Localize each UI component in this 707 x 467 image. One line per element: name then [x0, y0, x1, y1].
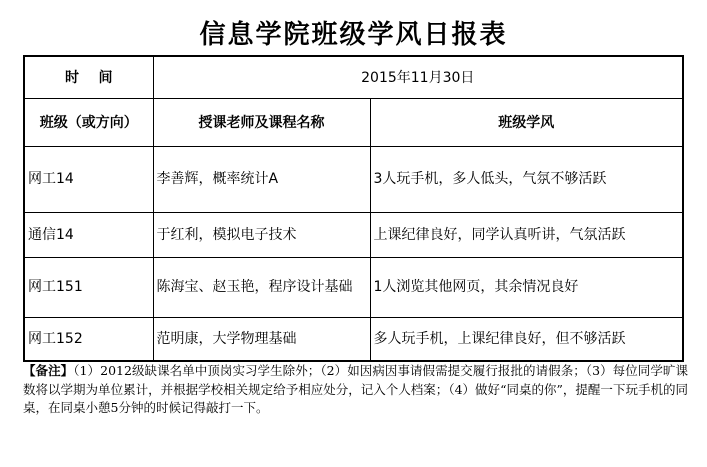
class-cell: 通信14 — [24, 212, 153, 257]
class-style-cell: 多人玩手机，上课纪律良好，但不够活跃 — [370, 317, 683, 361]
report-date: 2015年11月30日 — [153, 56, 683, 98]
teacher-course-cell: 范明康，大学物理基础 — [153, 317, 370, 361]
notes-label: 【备注】 — [23, 363, 74, 378]
class-cell: 网工151 — [24, 257, 153, 317]
time-row — [24, 56, 683, 98]
table-row — [24, 212, 683, 257]
class-cell: 网工14 — [24, 146, 153, 212]
report-table — [23, 55, 684, 362]
class-style-cell: 上课纪律良好，同学认真听讲，气氛活跃 — [370, 212, 683, 257]
class-style-cell: 1人浏览其他网页，其余情况良好 — [370, 257, 683, 317]
class-style-cell: 3人玩手机，多人低头，气氛不够活跃 — [370, 146, 683, 212]
table-row — [24, 146, 683, 212]
class-cell: 网工152 — [24, 317, 153, 361]
header-row — [24, 98, 683, 146]
teacher-course-cell: 李善辉，概率统计A — [153, 146, 370, 212]
report-title: 信息学院班级学风日报表 — [199, 20, 508, 50]
table-row — [24, 317, 683, 361]
header-teacher-course: 授课老师及课程名称 — [153, 98, 370, 146]
time-label: 时 间 — [24, 56, 153, 98]
notes-text: （1）2012级缺课名单中顶岗实习学生除外；（2）如因病因事请假需提交履行报批的请假条；（3）每位同学旷课数将以学期为单位累计，并根据学校相关规定给予相应处分，记入个人档案；（4）做好“同桌的你”，提醒一下玩手机的同桌，在同桌小憩5分钟的时候记得敲打一下。 — [23, 363, 688, 415]
header-class: 班级（或方向） — [24, 98, 153, 146]
teacher-course-cell: 陈海宝、赵玉艳，程序设计基础 — [153, 257, 370, 317]
teacher-course-cell: 于红利，模拟电子技术 — [153, 212, 370, 257]
notes-block — [23, 362, 688, 418]
header-class-style: 班级学风 — [370, 98, 683, 146]
table-row — [24, 257, 683, 317]
